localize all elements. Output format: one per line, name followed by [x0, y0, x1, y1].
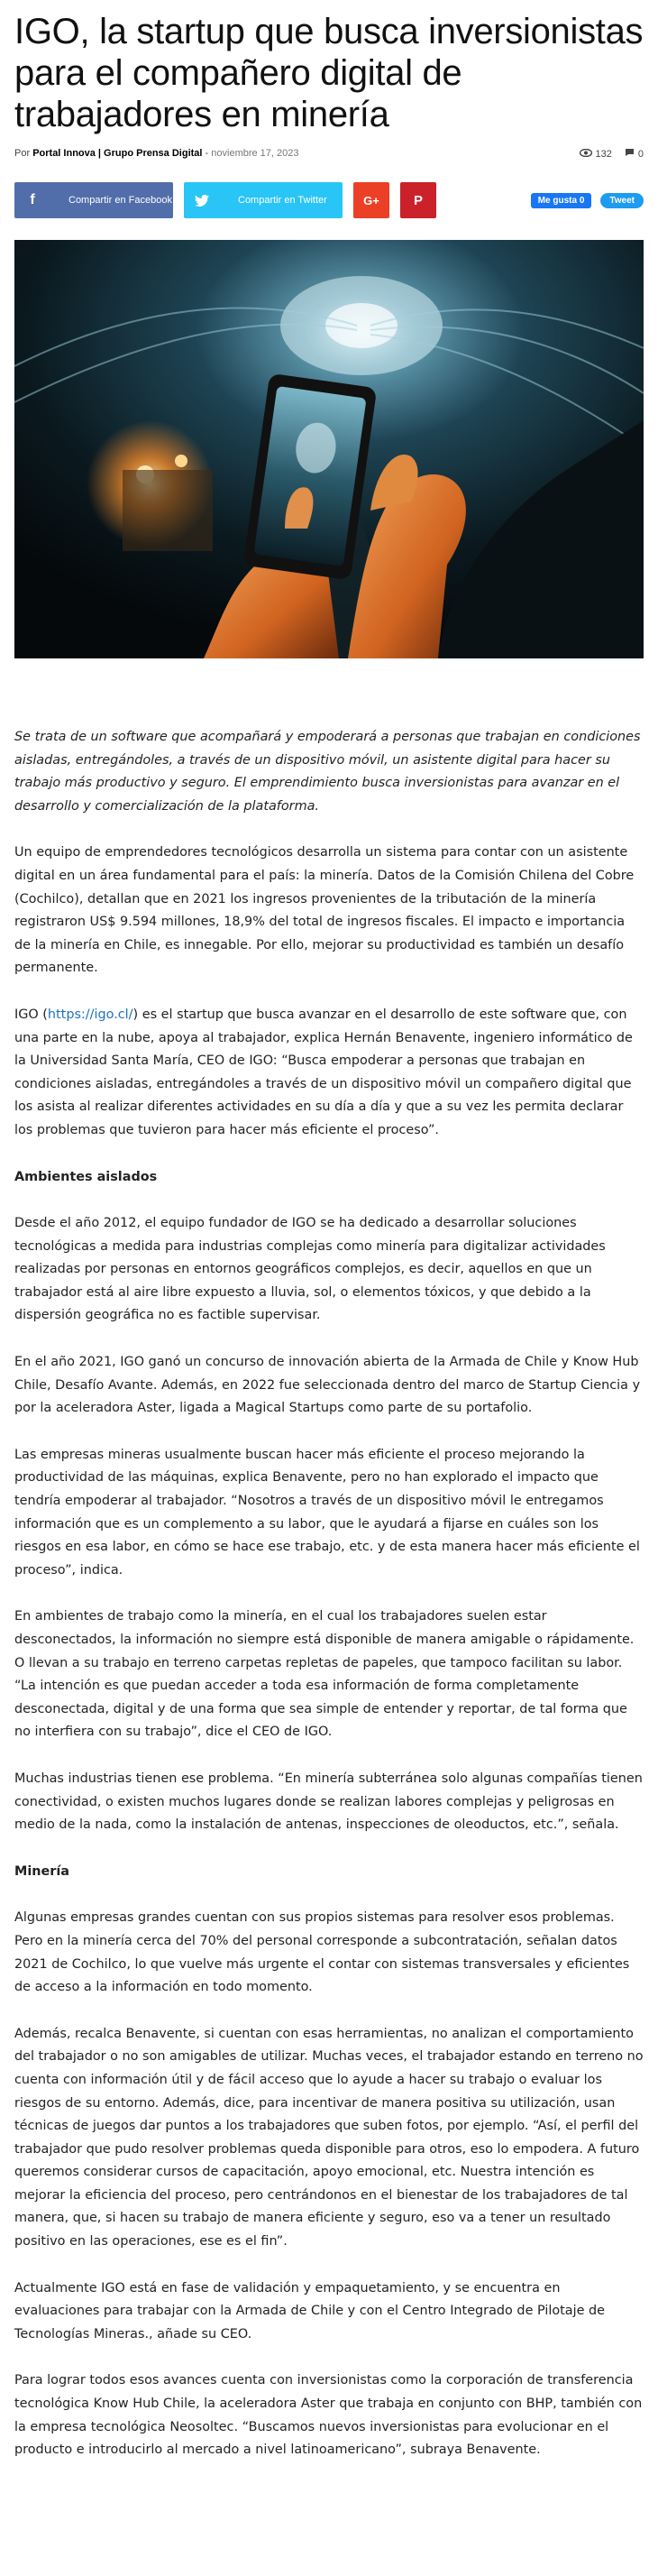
paragraph-4: En el año 2021, IGO ganó un concurso de innovación abierta de la Armada de Chile y Know Hub Chile, Desafío Avante. Además, en 2022 fue seleccionada dentro del marco de Startup Ciencia y por la aceleradora Aster, ligada a Magical Startups como parte de su portafolio. [14, 1355, 641, 1416]
article-body [14, 726, 644, 2486]
igo-website-link[interactable]: https://igo.cl/ [47, 1007, 133, 1022]
article-header [14, 0, 644, 658]
share-twitter-label: Compartir en Twitter [238, 195, 327, 206]
views-count: 132 [595, 148, 612, 160]
share-pinterest-button[interactable] [400, 182, 436, 218]
featured-image [14, 240, 644, 658]
googleplus-icon: G+ [363, 193, 379, 207]
paragraph-5: Las empresas mineras usualmente buscan hacer más eficiente el proceso mejorando la productividad de las máquinas, explica Benavente, pero no han explorado el impacto que tendría empoderar al trabajador. “Nosotros a través de un dispositivo móvil le entregamos información que es un complemento a su labor, que le ayudará a fijarse en cuáles son los riesgos en esa labor, en cómo se hace ese trabajo, etc. y de esta manera hacer más eficiente el proceso”, indica. [14, 1447, 640, 1578]
meta-by: Por [14, 148, 31, 159]
paragraph-9: Además, recalca Benavente, si cuentan con esas herramientas, no analizan el comportamiento del trabajador o no son amigables de utilizar. Muchas veces, el trabajador estando en terreno no cuenta con información útil y de fácil acceso que lo ayude a hacer su trabajo o evaluar los riesgos de su entorno. Además, dice, para incentivar de manera positiva su utilización, usan técnicas de juegos dar puntos a los trabajadores que suben fotos, por ejemplo. “Así, el perfil del trabajador que pudo resolver problemas queda disponible para otros, eso lo empodera. A futuro queremos considerar cursos de capacitación, apoyo emocional, etc. Nuestra intención es mejorar la eficiencia del proceso, pero centrándonos en el bienestar de los trabajadores de tal manera, que, si hacen su trabajo de manera eficiente y seguro, eso va a tener un resultado positivo en las operaciones, ese es el fin”. [14, 2026, 644, 2249]
twitter-icon [184, 182, 220, 218]
paragraph-8: Algunas empresas grandes cuentan con sus propios sistemas para resolver esos problemas. Pero en la minería cerca del 70% del personal corresponde a subcontratación, señalan datos 2021 de Cochilco, lo que vuelve más urgente el contar con sistemas transversales y eficientes de acceso a la información en todo momento. [14, 1910, 630, 1995]
share-facebook-button[interactable] [14, 182, 173, 218]
paragraph-2-end: ) es el startup que busca avanzar en el desarrollo de este software que, con una parte en la nube, apoya al trabajador, explica Hernán Benavente, ingeniero informático de la Universidad Santa María, CEO de IGO: “Busca empoderar a personas que trabajan en condiciones aisladas, entregándoles a través de un dispositivo móvil un compañero digital que los asista al realizar diferentes actividades en su día a día y que a su vez les permita declarar los problemas que tuvieron para hacer más eficiente el proceso”. [14, 1007, 633, 1137]
paragraph-3: Desde el año 2012, el equipo fundador de IGO se ha dedicado a desarrollar soluciones tecnológicas a medida para industrias complejas como minería para digitalizar actividades realizadas por personas en entornos geográficos complejos, es decir, aquellos en que un trabajador está al aire libre expuesto a lluvia, sol, o elementos tóxicos, y que debido a la dispersión geográfica no es factible supervisar. [14, 1216, 606, 1323]
post-meta [14, 148, 644, 166]
author-link[interactable]: Portal Innova | Grupo Prensa Digital [32, 148, 203, 159]
eye-icon [580, 149, 592, 160]
comments-count: 0 [637, 149, 644, 160]
comment-icon [625, 148, 635, 160]
paragraph-2 [14, 1004, 644, 1143]
paragraph-2-start: IGO ( [14, 1007, 48, 1022]
share-facebook-label: Compartir en Facebook [69, 195, 172, 206]
pinterest-icon: P [413, 192, 423, 208]
facebook-icon: f [30, 192, 35, 207]
share-googleplus-button[interactable] [353, 182, 389, 218]
share-twitter-button[interactable] [184, 182, 343, 218]
facebook-like-button[interactable]: Me gusta 0 [531, 193, 592, 208]
paragraph-6: En ambientes de trabajo como la minería, en el cual los trabajadores suelen estar desconectados, la información no siempre está disponible de manera amigable o rápidamente. O llevan a su trabajo en terreno carpetas repletas de papeles, que tampoco facilitan su labor. “La intención es que puedan acceder a toda esa información de forma completamente desconectada, digital y de una forma que sea simple de entender y reportar, de tal forma que no interfiera con su trabajo”, dice el CEO de IGO. [14, 1609, 635, 1740]
tweet-button[interactable]: Tweet [600, 193, 644, 208]
post-date: noviembre 17, 2023 [211, 148, 299, 159]
post-stats [580, 148, 644, 160]
heading-ambientes-aislados: Ambientes aislados [14, 1169, 158, 1184]
social-counters [531, 193, 644, 208]
mine-tunnel-photo [14, 240, 644, 658]
views-counter [580, 149, 612, 160]
meta-separator: - [205, 148, 209, 159]
heading-mineria: Minería [14, 1863, 69, 1879]
paragraph-10: Actualmente IGO está en fase de validación y empaquetamiento, y se encuentra en evaluaciones para trabajar con la Armada de Chile y con el Centro Integrado de Pilotaje de Tecnologías Mineras., añade su CEO. [14, 2280, 606, 2341]
comments-counter[interactable] [625, 148, 644, 160]
paragraph-11: Para lograr todos esos avances cuenta con inversionistas como la corporación de transferencia tecnológica Know Hub Chile, la aceleradora Aster que trabaja en conjunto con BHP, también con la empresa tecnológica Neosoltec. “Buscamos nuevos inversionistas para evolucionar en el producto e introducirlo al mercado a nivel latinoamericano”, subraya Benavente. [14, 2373, 643, 2458]
article-lead: Se trata de un software que acompañará y empoderará a personas que trabajan en condiciones aisladas, entregándoles, a través de un dispositivo móvil, un asistente digital para hacer su trabajo más productivo y seguro. El emprendimiento busca inversionistas para avanzar en el desarrollo y comercialización de la plataforma. [14, 730, 641, 814]
paragraph-7: Muchas industrias tienen ese problema. “En minería subterránea solo algunas compañías tienen conectividad, o existen muchos lugares donde se realizan labores complejas y peligrosas en medio de la nada, como la instalación de antenas, inspecciones de oleoductos, etc.”, señala. [14, 1771, 643, 1833]
share-bar [14, 182, 644, 218]
paragraph-1: Un equipo de emprendedores tecnológicos desarrolla un sistema para contar con un asistente digital en un área fundamental para el país: la minería. Datos de la Comisión Chilena del Cobre (Cochilco), detallan que en 2021 los ingresos provenientes de la tributación de la minería registraron US$ 9.594 millones, 18,9% del total de ingresos fiscales. El impacto e importancia de la minería en Chile, es innegable. Por ello, mejorar su productividad es también un desafío permanente. [14, 845, 635, 976]
page-title: IGO, la startup que busca inversionistas para el compañero digital de trabajadores en minería [14, 12, 644, 134]
